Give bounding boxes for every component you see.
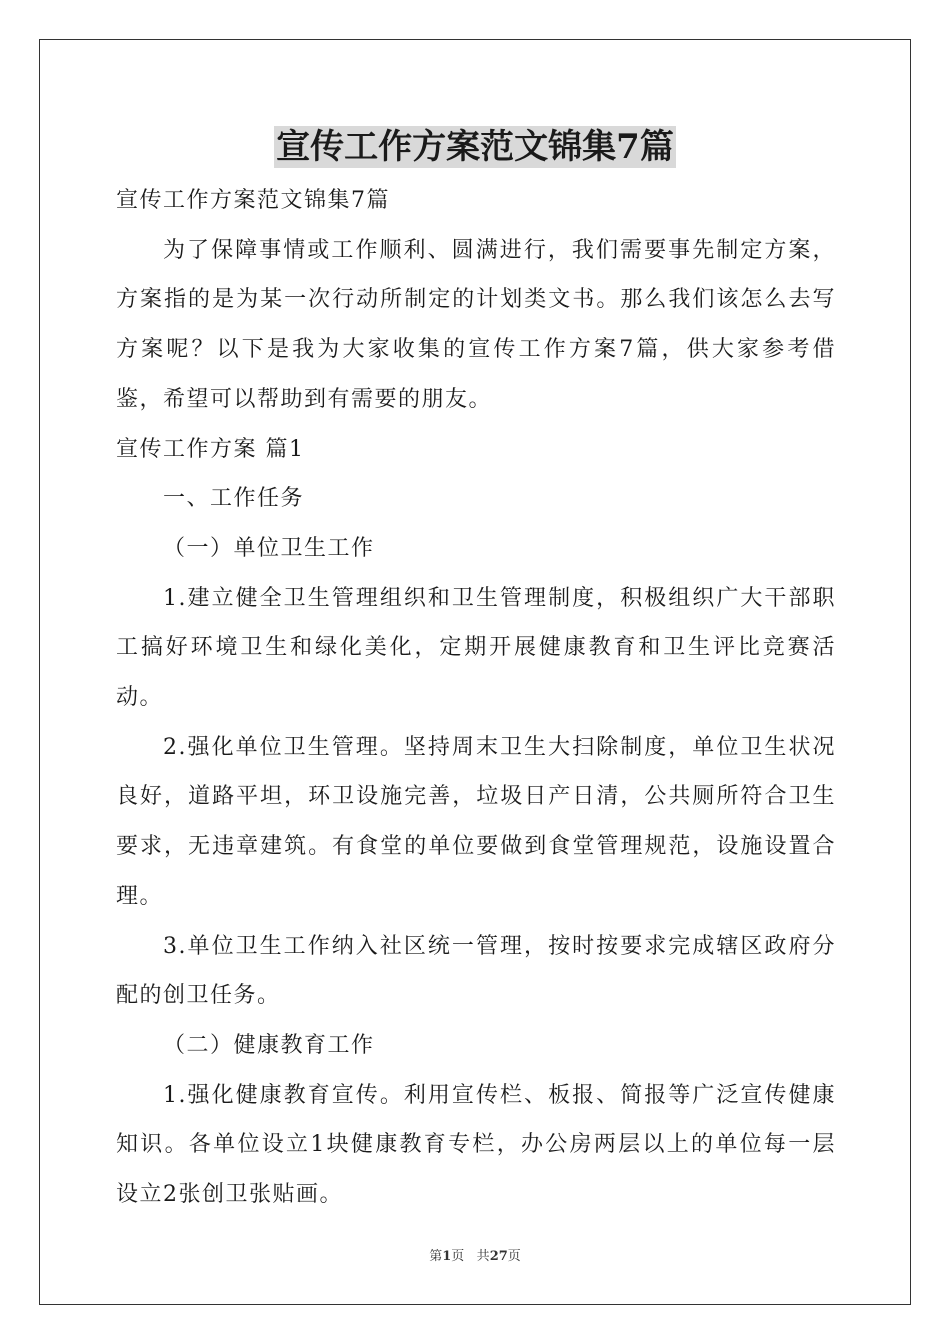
footer-total-prefix: 共 — [476, 1249, 490, 1264]
paragraph-heading-1: 一、工作任务 — [163, 486, 305, 512]
paragraph-intro: 为了保障事情或工作顺利、圆满进行，我们需要事先制定方案，方案指的是为某一次行动所制定的计划类文书。那么我们该怎么去写方案呢？以下是我为大家收集的宣传工作方案7篇，供大家参考借鉴，希望可以帮助到有需要的朋友。 — [116, 237, 836, 412]
footer-total-suffix: 页 — [507, 1249, 521, 1264]
paragraph-subtitle: 宣传工作方案范文锦集7篇 — [116, 188, 390, 213]
title-wrap — [0, 126, 950, 168]
footer-total-pages: 27 — [489, 1249, 508, 1264]
document-body — [116, 176, 836, 1220]
paragraph-item: 1.强化健康教育宣传。利用宣传栏、板报、简报等广泛宣传健康知识。各单位设立1块健康教育专栏，办公房两层以上的单位每一层设立2张创卫张贴画。 — [116, 1082, 836, 1208]
footer-page-number: 1 — [442, 1249, 452, 1264]
paragraph-item: 2.强化单位卫生管理。坚持周末卫生大扫除制度，单位卫生状况良好，道路平坦，环卫设施完善，垃圾日产日清，公共厕所符合卫生要求，无违章建筑。有食堂的单位要做到食堂管理规范，设施设置合理。 — [116, 734, 836, 909]
page-footer — [0, 1248, 950, 1266]
paragraph-item: 3.单位卫生工作纳入社区统一管理，按时按要求完成辖区政府分配的创卫任务。 — [116, 933, 836, 1009]
footer-page-suffix: 页 — [451, 1249, 465, 1264]
paragraph-subheading-2: （二）健康教育工作 — [163, 1032, 375, 1058]
section-heading: 宣传工作方案 篇1 — [116, 436, 305, 462]
footer-prefix: 第 — [429, 1249, 443, 1264]
paragraph-subheading-1: （一）单位卫生工作 — [163, 535, 375, 561]
paragraph-item: 1.建立健全卫生管理组织和卫生管理制度，积极组织广大干部职工搞好环境卫生和绿化美化，定期开展健康教育和卫生评比竞赛活动。 — [116, 585, 836, 711]
document-title: 宣传工作方案范文锦集7篇 — [276, 127, 674, 167]
